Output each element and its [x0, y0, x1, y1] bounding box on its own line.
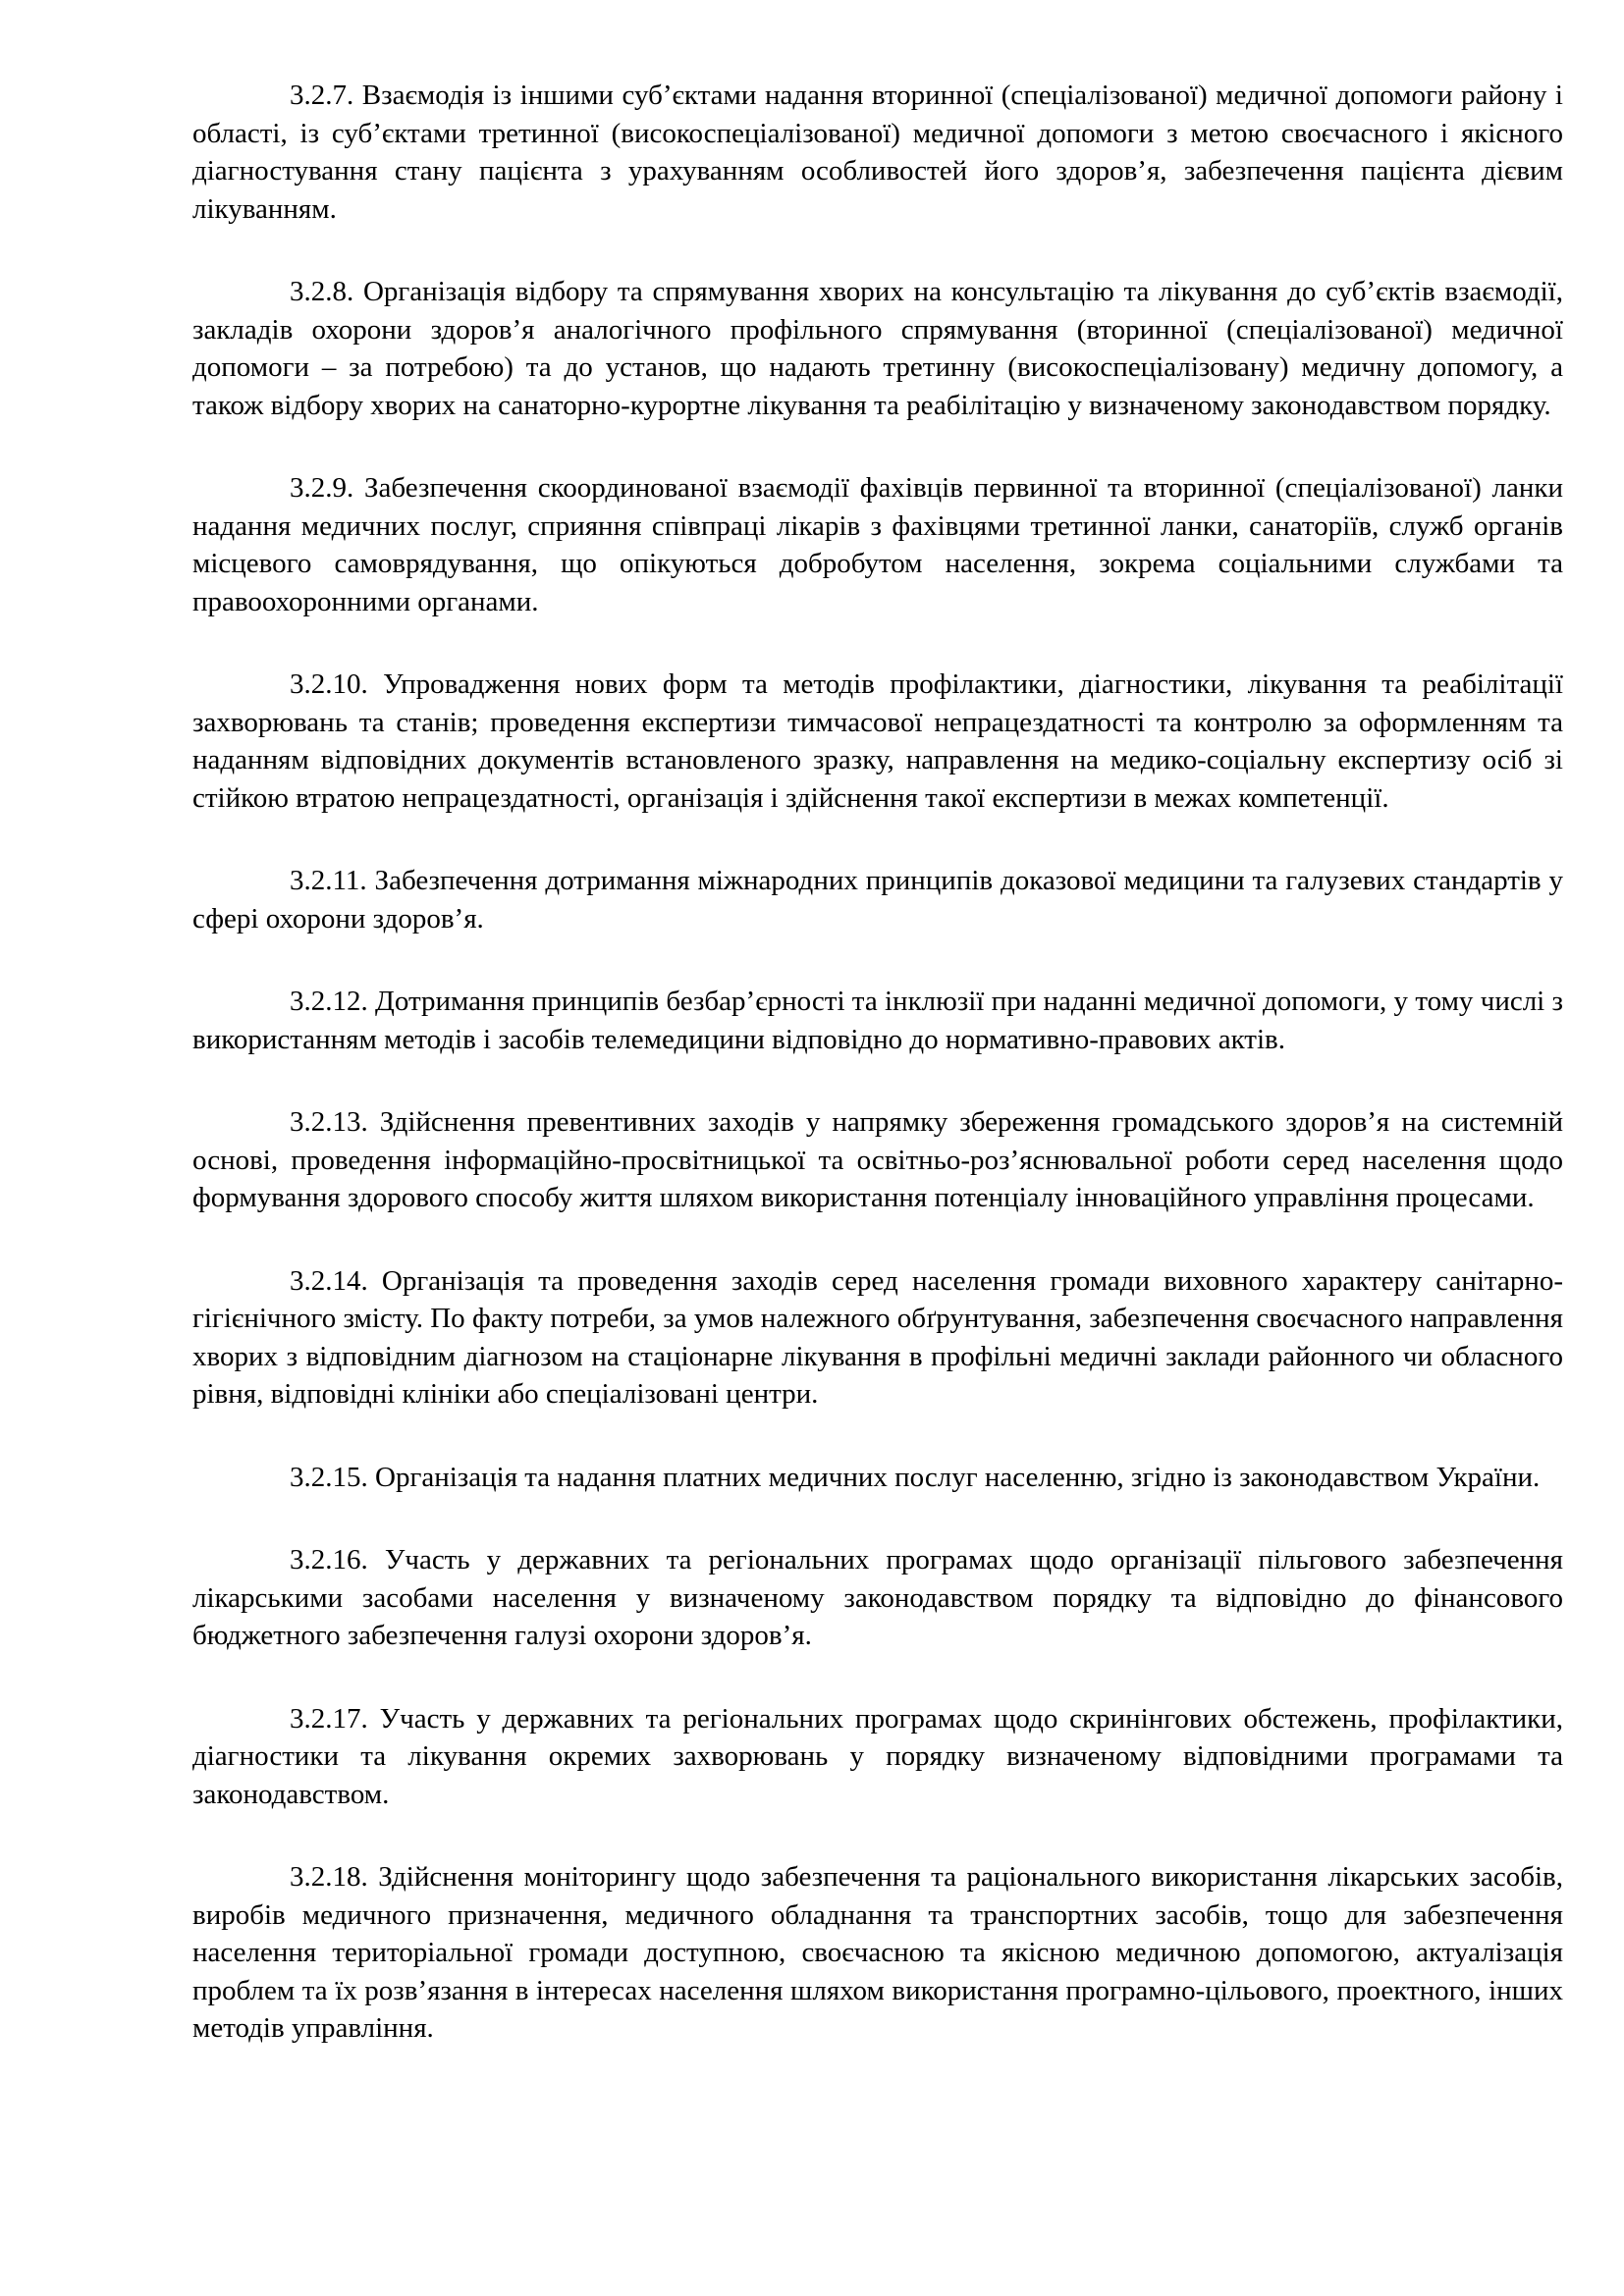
paragraph-3-2-12: 3.2.12. Дотримання принципів безбар’єрності та інклюзії при наданні медичної допомоги, у тому числі з використанням методів і засобів телемедицини відповідно до нормативно-правових актів.	[192, 986, 1563, 1055]
paragraph-3-2-17: 3.2.17. Участь у державних та регіональних програмах щодо скринінгових обстежень, профілактики, діагностики та лікування окремих захворювань у порядку визначеному відповідними програмами та законодавством.	[192, 1702, 1563, 1810]
paragraph-3-2-18: 3.2.18. Здійснення моніторингу щодо забезпечення та раціонального використання лікарських засобів, виробів медичного призначення, медичного обладнання та транспортних засобів, тощо для забезпечення населення територіальної громади доступною, своєчасною та якісною медичною допомогою, актуалізація проблем та їх розв’язання в інтересах населення шляхом використання програмно-цільового, проектного, інших методів управління.	[192, 1861, 1563, 2044]
document-page	[192, 77, 1563, 2093]
paragraph-3-2-10: 3.2.10. Упровадження нових форм та методів профілактики, діагностики, лікування та реабілітації захворювань та станів; проведення експертизи тимчасової непрацездатності та контролю за оформленням та наданням відповідних документів встановленого зразку, направлення на медико-соціальну експертизу осіб зі стійкою втратою непрацездатності, організація і здійснення такої експертизи в межах компетенції.	[192, 668, 1563, 814]
paragraph-3-2-11: 3.2.11. Забезпечення дотримання міжнародних принципів доказової медицини та галузевих стандартів у сфері охорони здоров’я.	[192, 865, 1563, 934]
paragraph-3-2-14: 3.2.14. Організація та проведення заходів серед населення громади виховного характеру санітарно-гігієнічного змісту. По факту потреби, за умов належного обґрунтування, забезпечення своєчасного направлення хворих з відповідним діагнозом на стаціонарне лікування в профільні медичні заклади районного чи обласного рівня, відповідні клініки або спеціалізовані центри.	[192, 1264, 1563, 1410]
paragraph-3-2-9: 3.2.9. Забезпечення скоординованої взаємодії фахівців первинної та вторинної (спеціалізованої) ланки надання медичних послуг, сприяння співпраці лікарів з фахівцями третинної ланки, санаторіїв, служб органів місцевого самоврядування, що опікуються добробутом населення, зокрема соціальними службами та правоохоронними органами.	[192, 472, 1563, 617]
paragraph-3-2-15: 3.2.15. Організація та надання платних медичних послуг населенню, згідно із законодавством України.	[290, 1461, 1541, 1493]
paragraph-3-2-13: 3.2.13. Здійснення превентивних заходів у напрямку збереження громадського здоров’я на системній основі, проведення інформаційно-просвітницької та освітньо-роз’яснювальної роботи серед населення щодо формування здорового способу життя шляхом використання потенціалу інноваційного управління процесами.	[192, 1106, 1563, 1213]
paragraph-3-2-16: 3.2.16. Участь у державних та регіональних програмах щодо організації пільгового забезпечення лікарськими засобами населення у визначеному законодавством порядку та відповідно до фінансового бюджетного забезпечення галузі охорони здоров’я.	[192, 1544, 1563, 1651]
paragraph-3-2-8: 3.2.8. Організація відбору та спрямування хворих на консультацію та лікування до суб’єктів взаємодії, закладів охорони здоров’я аналогічного профільного спрямування (вторинної (спеціалізованої) медичної допомоги – за потребою) та до установ, що надають третинну (високоспеціалізовану) медичну допомогу, а також відбору хворих на санаторно-курортне лікування та реабілітацію у визначеному законодавством порядку.	[192, 276, 1563, 421]
paragraph-3-2-7: 3.2.7. Взаємодія із іншими суб’єктами надання вторинної (спеціалізованої) медичної допомоги району і області, із суб’єктами третинної (високоспеціалізованої) медичної допомоги з метою своєчасного і якісного діагностування стану пацієнта з урахуванням особливостей його здоров’я, забезпечення пацієнта дієвим лікуванням.	[192, 80, 1563, 225]
